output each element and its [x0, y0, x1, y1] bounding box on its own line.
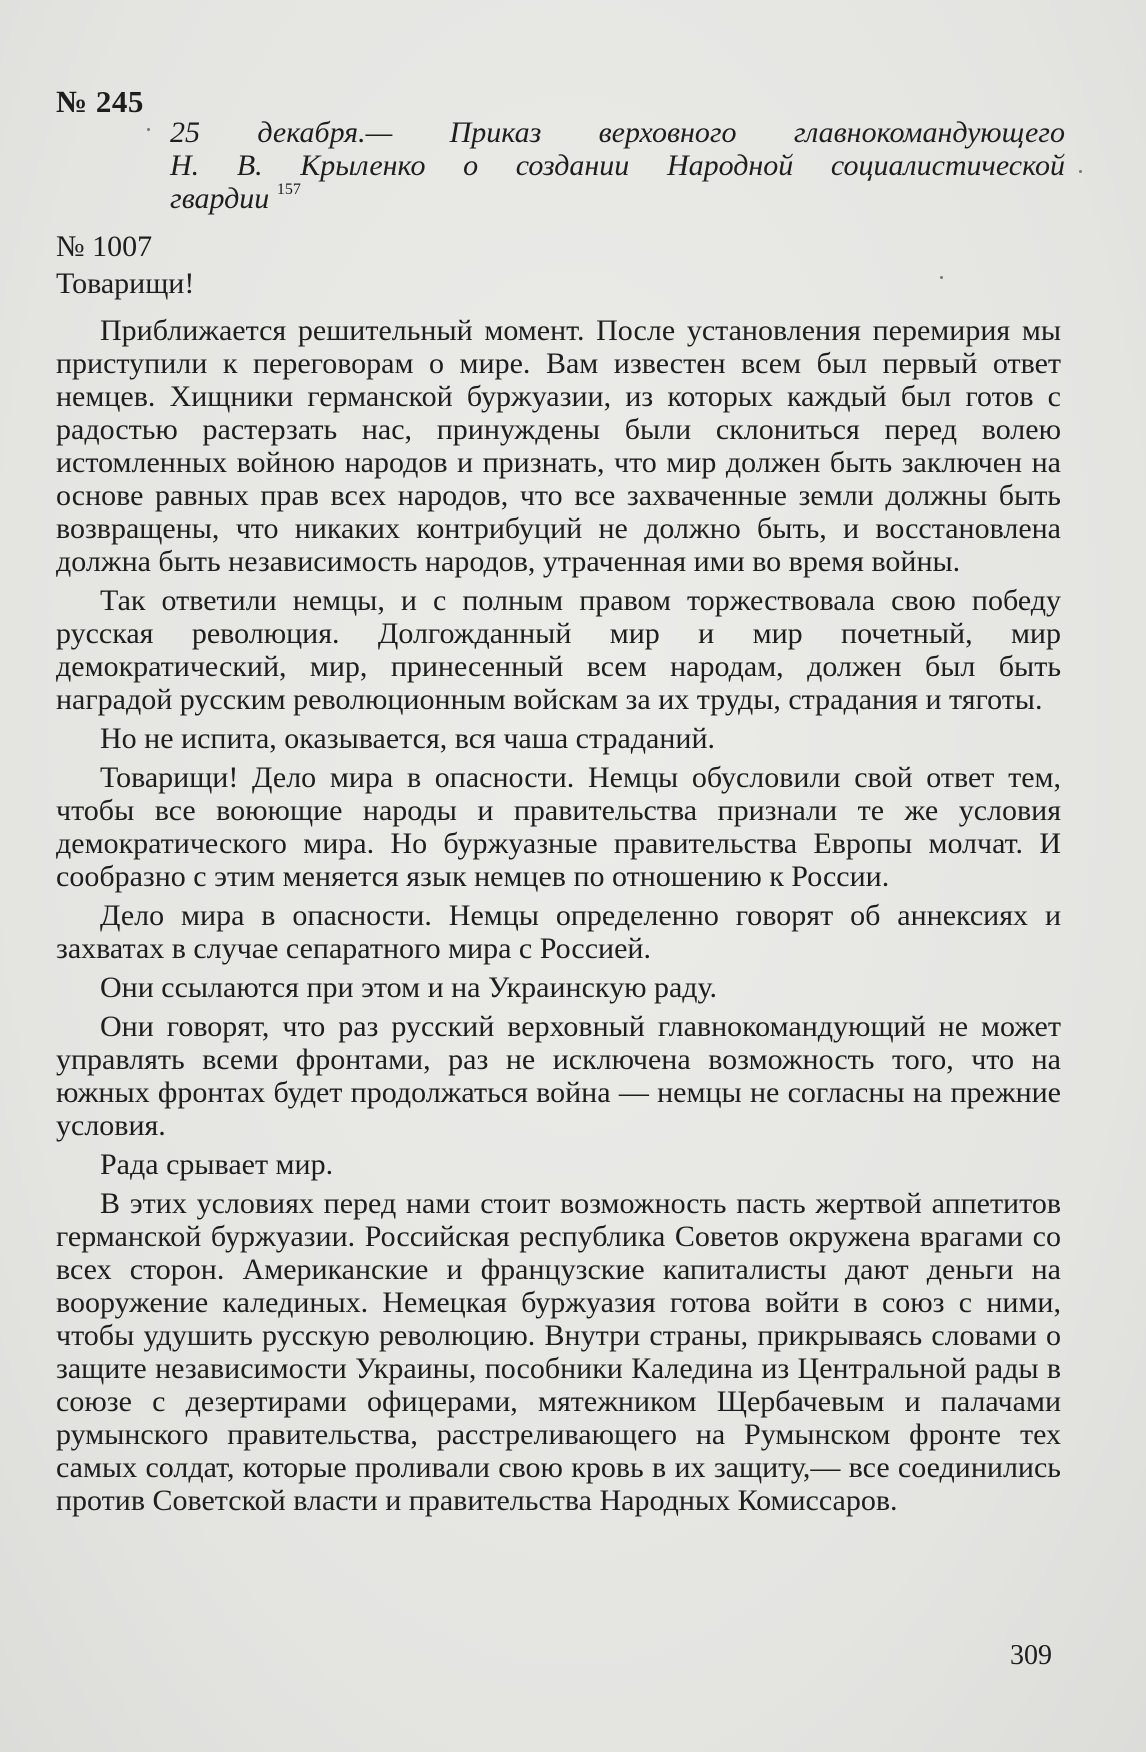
body-text: [56, 314, 1061, 1523]
heading-line: Н. В. Крыленко о создании Народной социалистической: [170, 149, 1065, 182]
heading-line: гвардии: [170, 182, 270, 215]
footnote-reference: 157: [276, 181, 301, 198]
paragraph: В этих условиях перед нами стоит возможность пасть жертвой аппетитов германской буржуазии. Российская республика Советов окружена врагами со всех сторон. Американские и французские капиталисты дают деньги на вооружение калединых. Немецкая буржуазия готова войти в союз с ними, чтобы удушить русскую революцию. Внутри страны, прикрываясь словами о защите независимости Украины, пособники Каледина из Центральной рады в союзе с дезертирами офицерами, мятежником Щербачевым и палачами румынского правительства, расстреливающего на Румынском фронте тех самых солдат, которые проливали свою кровь в их защиту,— все соединились против Советской власти и правительства Народных Комиссаров.: [56, 1187, 1061, 1517]
paragraph: Дело мира в опасности. Немцы определенно говорят об аннексиях и захватах в случае сепаратного мира с Россией.: [56, 899, 1061, 965]
paragraph: Приближается решительный момент. После установления перемирия мы приступили к переговорам о мире. Вам известен всем был первый ответ немцев. Хищники германской буржуазии, из которых каждый был готов с радостью растерзать нас, принуждены были склониться перед волею истомленных войною народов и признать, что мир должен быть заключен на основе равных прав всех народов, что все захваченные земли должны быть возвращены, что никаких контрибуций не должно быть, и восстановлена должна быть независимость народов, утраченная ими во время войны.: [56, 314, 1061, 578]
salutation: Товарищи!: [56, 267, 195, 300]
paragraph: Так ответили немцы, и с полным правом торжествовала свою победу русская революция. Долгожданный мир и мир почетный, мир демократический, мир, принесенный всем народам, должен был быть наградой русским революционным войскам за их труды, страдания и тяготы.: [56, 584, 1061, 716]
paragraph: Они говорят, что раз русский верховный главнокомандующий не может управлять всеми фронтами, раз не исключена возможность того, что на южных фронтах будет продолжаться война — немцы не согласны на прежние условия.: [56, 1010, 1061, 1142]
paragraph: Но не испита, оказывается, вся чаша страданий.: [100, 722, 716, 755]
scan-speck: [1079, 170, 1082, 173]
page-number: 309: [1010, 1640, 1052, 1671]
paragraph: Рада срывает мир.: [100, 1148, 334, 1181]
scan-speck: [147, 128, 150, 131]
scan-speck: [940, 276, 943, 279]
document-heading: [170, 116, 1065, 215]
paragraph: Товарищи! Дело мира в опасности. Немцы обусловили свой ответ тем, чтобы все воюющие народы и правительства признали те же условия демократического мира. Но буржуазные правительства Европы молчат. И сообразно с этим меняется язык немцев по отношению к России.: [56, 761, 1061, 893]
heading-line-last: [170, 182, 1065, 215]
heading-line: 25 декабря.— Приказ верховного главнокомандующего: [170, 116, 1065, 149]
document-number: № 245: [56, 84, 144, 119]
paragraph: Они ссылаются при этом и на Украинскую раду.: [100, 971, 718, 1004]
order-number: № 1007: [56, 230, 153, 263]
